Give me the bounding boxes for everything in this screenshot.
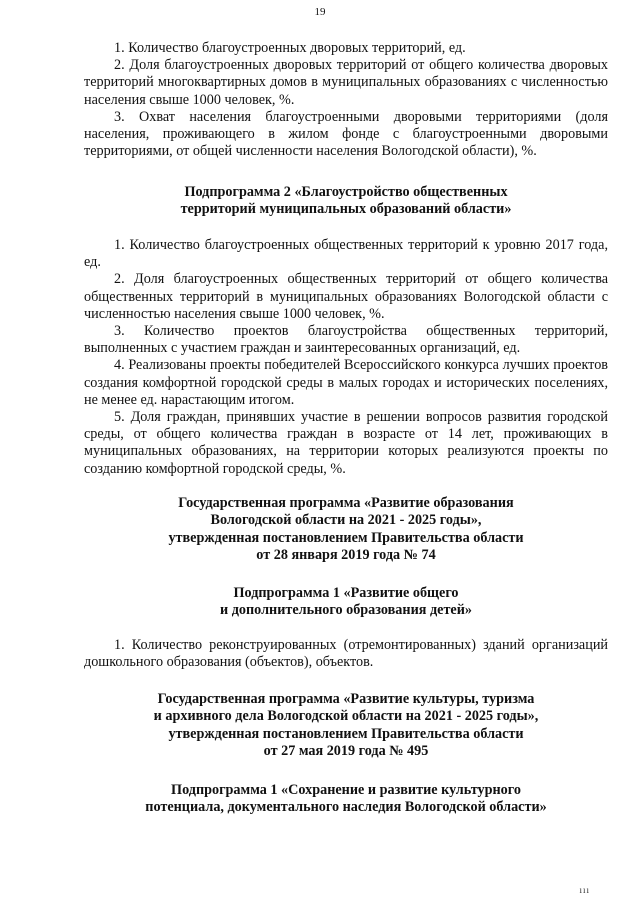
list-item: 4. Реализованы проекты победителей Всероссийского конкурса лучших проектов создания комфортной городской среды в малых городах и исторических поселениях, не менее ед. нарастающим итогом. (84, 357, 608, 408)
list-item: 1. Количество благоустроенных общественных территорий к уровню 2017 года, ед. (84, 237, 608, 271)
heading-sub-culture (84, 782, 608, 817)
heading-gp-education (84, 495, 608, 565)
heading-line: территорий муниципальных образований области» (180, 201, 512, 218)
heading-line: Подпрограмма 2 «Благоустройство общественных (184, 184, 508, 200)
corner-mark: ııı (579, 884, 590, 895)
list-item: 3. Количество проектов благоустройства общественных территорий, выполненных с участием граждан и заинтересованных организаций, ед. (84, 323, 608, 357)
heading-line: Государственная программа «Развитие образования (178, 495, 514, 511)
list-item: 5. Доля граждан, принявших участие в решении вопросов развития городской среды, от общего количества граждан в возрасте от 14 лет, проживающих в муниципальных образованиях, на территории которых реализуются проекты по созданию комфортной городской среды, %. (84, 409, 608, 477)
heading-line: и дополнительного образования детей» (220, 602, 472, 619)
heading-subprogram-2 (84, 184, 608, 219)
heading-sub-education (84, 585, 608, 620)
heading-line: Подпрограмма 1 «Развитие общего (233, 585, 459, 601)
heading-line: Вологодской области на 2021 - 2025 годы», (210, 512, 482, 529)
list-item: 1. Количество благоустроенных дворовых территорий, ед. (114, 40, 466, 56)
heading-line: утвержденная постановлением Правительства области (168, 725, 524, 742)
list-item: 2. Доля благоустроенных общественных территорий от общего количества общественных территорий в муниципальных образованиях Вологодской области с численностью населения свыше 1000 человек, %. (84, 271, 608, 322)
heading-line: от 27 мая 2019 года № 495 (263, 743, 429, 760)
heading-line: и архивного дела Вологодской области на 2021 - 2025 годы», (153, 708, 539, 725)
heading-line: Государственная программа «Развитие культуры, туризма (157, 691, 535, 707)
section2-list (84, 237, 608, 478)
heading-line: потенциала, документального наследия Вологодской области» (145, 799, 547, 816)
heading-line: от 28 января 2019 года № 74 (256, 547, 436, 564)
page-number: 19 (314, 6, 326, 18)
list-item: 1. Количество реконструированных (отремонтированных) зданий организаций дошкольного образования (объектов), объектов. (84, 637, 608, 671)
list-item: 3. Охват населения благоустроенными дворовыми территориями (доля населения, проживающего в жилом фонде с благоустроенными дворовыми территориями, от общей численности населения Вологодской области), %. (84, 108, 608, 160)
section3-list (84, 637, 608, 671)
list-item: 2. Доля благоустроенных дворовых территорий от общего количества дворовых территорий многоквартирных домов в муниципальных образованиях с численностью населения свыше 1000 человек, %. (84, 57, 608, 108)
heading-line: Подпрограмма 1 «Сохранение и развитие культурного (171, 782, 521, 798)
heading-gp-culture (84, 691, 608, 761)
section1-list (84, 40, 608, 160)
heading-line: утвержденная постановлением Правительства области (168, 529, 524, 546)
